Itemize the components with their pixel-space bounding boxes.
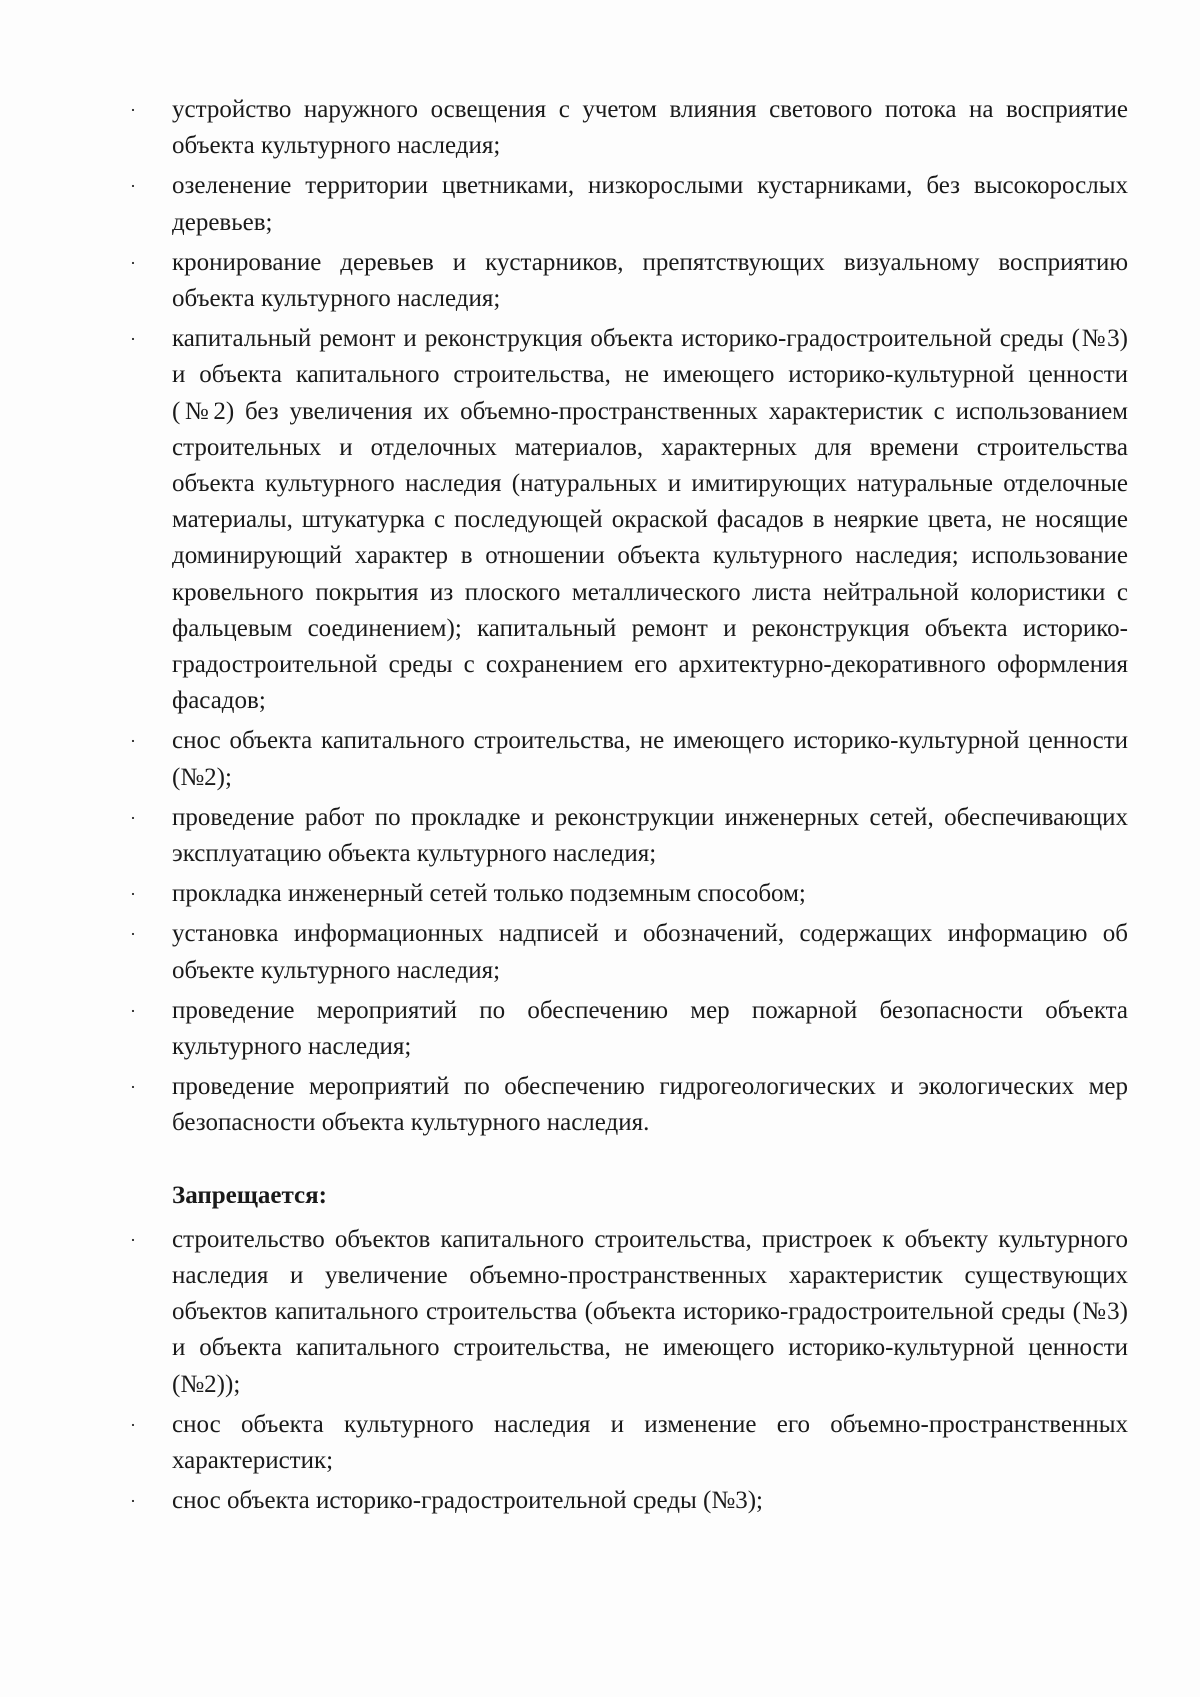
prohibited-heading: Запрещается:	[172, 1181, 328, 1209]
bullet-icon: ·	[130, 176, 136, 197]
list-item-text: установка информационных надписей и обозначений, содержащих информацию об объекте культурного наследия;	[172, 920, 1128, 984]
bullet-icon: ·	[130, 252, 136, 273]
bullet-icon: ·	[130, 100, 136, 120]
list-item	[128, 1222, 1128, 1403]
list-item-text: прокладка инженерный сетей только подземным способом;	[172, 880, 806, 908]
list-item-text: снос объекта историко-градостроительной среды (№3);	[172, 1487, 763, 1515]
list-item	[128, 800, 1128, 872]
list-item-text: капитальный ремонт и реконструкция объекта историко-градостроительной среды (№3) и объекта капитального строительства, не имеющего историко-культурной ценности (№2) без увеличения их объемно-пространственных характеристик с использованием строительных и отделочных материалов, характерных для времени строительства объекта культурного наследия (натуральных и имитирующих натуральные отделочные материалы, штукатурка с последующей окраской фасадов в неяркие цвета, не носящие доминирующий характер в отношении объекта культурного наследия; использование кровельного покрытия из плоского металлического листа нейтральной колористики с фальцевым соединением); капитальный ремонт и реконструкция объекта историко-градостроительной среды с сохранением его архитектурно-декоративного оформления фасадов;	[172, 325, 1128, 715]
list-item-text: снос объекта капитального строительства, не имеющего историко-культурной ценности (№2);	[172, 727, 1128, 791]
list-item	[128, 993, 1128, 1065]
list-item	[128, 876, 1128, 912]
list-item	[128, 916, 1128, 988]
list-item-text: проведение работ по прокладке и реконструкции инженерных сетей, обеспечивающих эксплуатацию объекта культурного наследия;	[172, 803, 1128, 868]
bullet-icon: ·	[130, 807, 136, 828]
bullet-icon: ·	[130, 884, 136, 905]
list-item-text: строительство объектов капитального строительства, пристроек к объекту культурного наследия и увеличение объемно-пространственных характеристик существующих объектов капитального строительства (объекта историко-градостроительной среды (№3) и объекта капитального строительства, не имеющего историко-культурной ценности (№2));	[172, 1225, 1128, 1398]
list-item	[128, 321, 1128, 719]
prohibited-measures-list	[128, 1222, 1128, 1520]
list-item	[128, 1483, 1128, 1519]
list-item	[128, 1407, 1128, 1479]
list-item-text: озеленение территории цветниками, низкорослыми кустарниками, без высокорослых деревьев;	[172, 172, 1128, 236]
bullet-icon: ·	[130, 1491, 136, 1512]
bullet-icon: ·	[130, 1000, 136, 1021]
allowed-measures-list	[128, 92, 1128, 1142]
list-item-text: проведение мероприятий по обеспечению гидрогеологических и экологических мер безопасности объекта культурного наследия.	[172, 1073, 1128, 1137]
list-item	[128, 92, 1128, 164]
bullet-icon: ·	[130, 924, 136, 945]
list-item-text: кронирование деревьев и кустарников, препятствующих визуальному восприятию объекта культурного наследия;	[172, 248, 1128, 313]
bullet-icon: ·	[130, 1414, 136, 1435]
list-item	[128, 723, 1128, 795]
list-item-text: устройство наружного освещения с учетом влияния светового потока на восприятие объекта культурного наследия;	[172, 96, 1128, 160]
list-item	[128, 245, 1128, 317]
list-item	[128, 1069, 1128, 1141]
list-item-text: проведение мероприятий по обеспечению мер пожарной безопасности объекта культурного наследия;	[172, 996, 1128, 1061]
list-item	[128, 168, 1128, 240]
document-body	[128, 92, 1128, 1523]
list-item-text: снос объекта культурного наследия и изменение его объемно-пространственных характеристик;	[172, 1410, 1128, 1474]
bullet-icon: ·	[130, 329, 136, 350]
bullet-icon: ·	[130, 731, 136, 752]
bullet-icon: ·	[130, 1229, 136, 1250]
bullet-icon: ·	[130, 1077, 136, 1098]
